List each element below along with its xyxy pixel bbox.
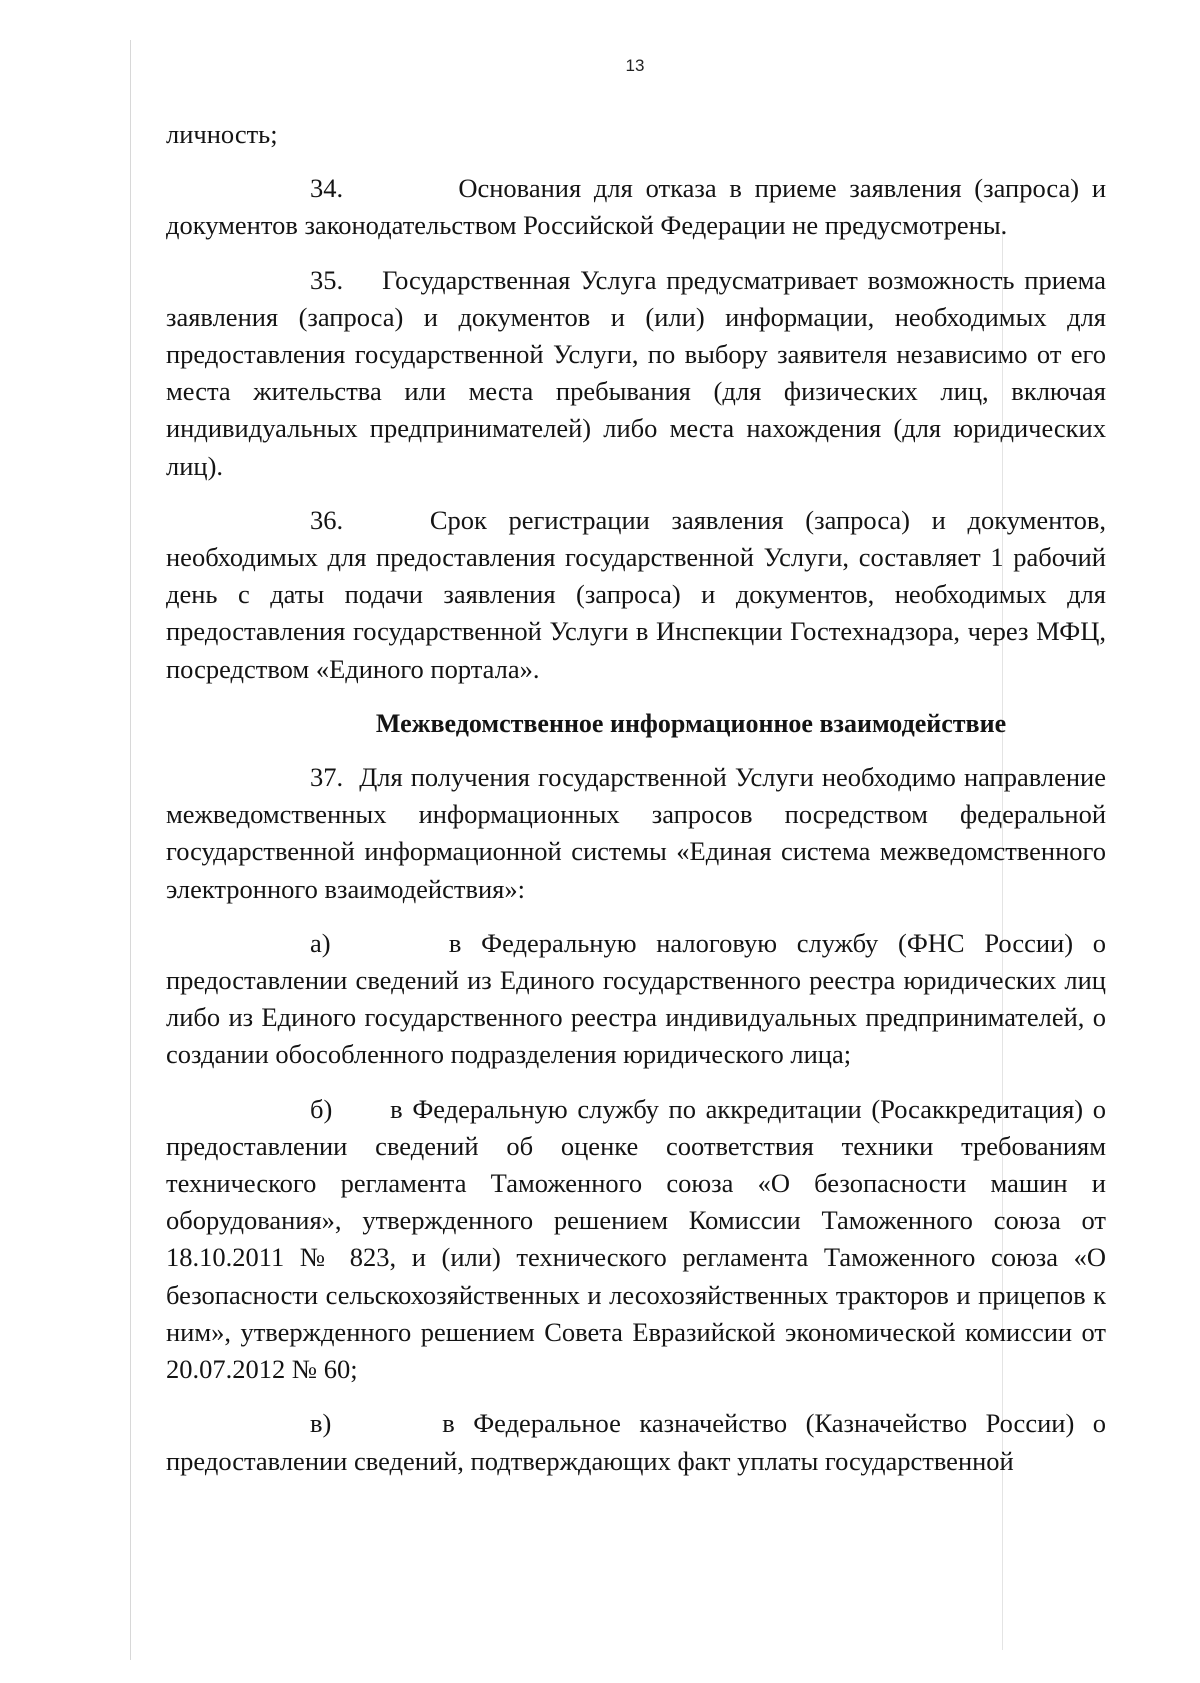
paragraph-36 [166, 502, 1106, 688]
paragraph-text: Срок регистрации заявления (запроса) и документов, необходимых для предоставления государственной Услуги, составляет 1 рабочий день с даты подачи заявления (запроса) и документов, необходимых для предоставления государственной Услуги в Инспекции Гостехнадзора, через МФЦ, посредством «Единого портала». [166, 504, 1106, 684]
paragraph-text: Основания для отказа в приеме заявления (запроса) и документов законодательством Российской Федерации не предусмотрены. [166, 173, 1107, 241]
paragraph-number: 37. [310, 762, 344, 793]
paragraph-continuation [166, 116, 1106, 153]
paragraph-number: 36. [310, 504, 344, 535]
paragraph-number: 34. [310, 173, 344, 204]
list-item-marker: а) [310, 927, 331, 958]
list-item-a [166, 925, 1106, 1074]
list-item-text: в Федеральную налоговую службу (ФНС России) о предоставлении сведений из Единого государственного реестра юридических лиц либо из Единого государственного реестра индивидуальных предпринимателей, о создании обособленного подразделения юридического лица; [166, 927, 1106, 1070]
paragraph-37 [166, 759, 1106, 908]
list-item-b [166, 1091, 1106, 1389]
list-item-marker: б) [310, 1093, 333, 1124]
page-number: 13 [625, 56, 645, 75]
document-body [166, 116, 1106, 1480]
section-heading: Межведомственное информационное взаимодействие [375, 708, 1007, 738]
list-item-text: в Федеральное казначейство (Казначейство России) о предоставлении сведений, подтверждающих факт уплаты государственной [166, 1408, 1107, 1476]
paragraph-35 [166, 262, 1106, 485]
paragraph-text: Государственная Услуга предусматривает возможность приема заявления (запроса) и документов и (или) информации, необходимых для предоставления государственной Услуги, по выбору заявителя независимо от его места жительства или места пребывания (для физических лиц, включая индивидуальных предпринимателей) либо места нахождения (для юридических лиц). [166, 264, 1106, 481]
scan-margin-line [130, 40, 131, 1660]
paragraph-number: 35. [310, 264, 344, 295]
paragraph-text: личность; [166, 119, 278, 149]
list-item-v [166, 1405, 1106, 1479]
list-item-text: в Федеральную службу по аккредитации (Росаккредитация) о предоставлении сведений об оценке соответствия техники требованиям технического регламента Таможенного союза «О безопасности машин и оборудования», утвержденного решением Комиссии Таможенного союза от 18.10.2011 № 823, и (или) технического регламента Таможенного союза «О безопасности сельскохозяйственных и лесохозяйственных тракторов и прицепов к ним», утвержденного решением Совета Евразийской экономической комиссии от 20.07.2012 № 60; [166, 1093, 1106, 1385]
paragraph-text: Для получения государственной Услуги необходимо направление межведомственных информационных запросов посредством федеральной государственной информационной системы «Единая система межведомственного электронного взаимодействия»: [166, 762, 1107, 904]
paragraph-34 [166, 170, 1106, 244]
list-item-marker: в) [310, 1408, 332, 1439]
